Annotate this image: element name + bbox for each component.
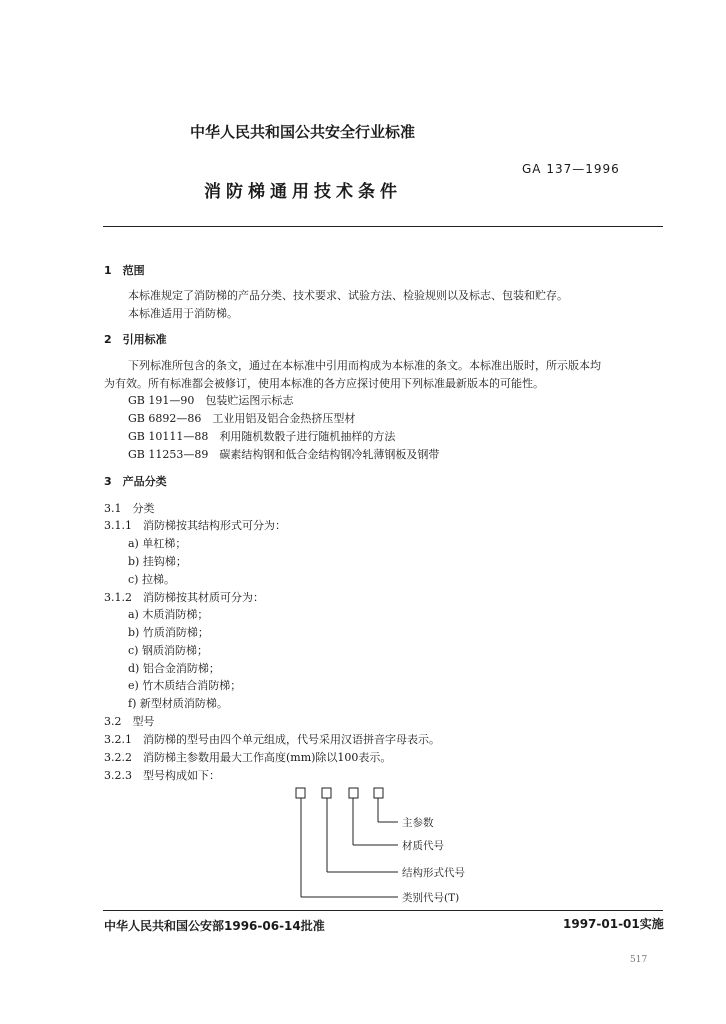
document-title: 消防梯通用技术条件 [204, 182, 402, 202]
unit-box-4 [374, 788, 383, 798]
list-item: b) 挂钩梯； [128, 555, 187, 568]
list-item: c) 拉梯。 [128, 573, 175, 586]
section-2-heading: 2 引用标准 [104, 333, 167, 346]
reference-item: GB 6892—86 工业用铝及铝合金热挤压型材 [128, 412, 356, 425]
diagram-label-material-code: 材质代号 [402, 840, 444, 852]
clause-3-1: 3.1 分类 [104, 502, 155, 515]
standard-code: GA 137—1996 [522, 162, 620, 176]
implementation-date: 1997-01-01实施 [563, 917, 664, 931]
list-item: c) 钢质消防梯； [128, 644, 208, 657]
page-number: 517 [630, 955, 648, 965]
footer-rule [103, 910, 663, 911]
unit-box-3 [349, 788, 358, 798]
diagram-label-structure-code: 结构形式代号 [402, 867, 465, 879]
clause-3-2-3: 3.2.3 型号构成如下： [104, 769, 220, 782]
reference-item: GB 191—90 包装贮运图示标志 [128, 394, 294, 407]
unit-box-2 [322, 788, 331, 798]
reference-item: GB 10111—88 利用随机数骰子进行随机抽样的方法 [128, 430, 396, 443]
clause-3-1-2: 3.1.2 消防梯按其材质可分为： [104, 591, 264, 604]
clause-3-2-1: 3.2.1 消防梯的型号由四个单元组成，代号采用汉语拼音字母表示。 [104, 733, 440, 746]
issuing-authority: 中华人民共和国公共安全行业标准 [190, 123, 416, 141]
unit-box-1 [296, 788, 305, 798]
clause-3-2-2: 3.2.2 消防梯主参数用最大工作高度(mm)除以100表示。 [104, 751, 392, 764]
section-2-paragraph-line-2: 为有效。所有标准都会被修订，使用本标准的各方应探讨使用下列标准最新版本的可能性。 [104, 377, 544, 390]
approval-statement: 中华人民共和国公安部1996-06-14批准 [104, 919, 325, 933]
list-item: e) 竹木质结合消防梯； [128, 679, 242, 692]
list-item: b) 竹质消防梯； [128, 626, 209, 639]
section-2-paragraph-line-1: 下列标准所包含的条文，通过在本标准中引用而构成为本标准的条文。本标准出版时，所示版本均 [128, 359, 601, 372]
list-item: f) 新型材质消防梯。 [128, 697, 228, 710]
section-1-heading: 1 范围 [104, 264, 145, 277]
list-item: a) 木质消防梯； [128, 608, 209, 621]
clause-3-2: 3.2 型号 [104, 715, 155, 728]
section-1-paragraph-1: 本标准规定了消防梯的产品分类、技术要求、试验方法、检验规则以及标志、包装和贮存。 [128, 289, 568, 302]
list-item: a) 单杠梯； [128, 537, 187, 550]
section-1-paragraph-2: 本标准适用于消防梯。 [128, 307, 238, 320]
clause-3-1-1: 3.1.1 消防梯按其结构形式可分为： [104, 519, 286, 532]
section-3-heading: 3 产品分类 [104, 475, 167, 488]
reference-item: GB 11253—89 碳素结构钢和低合金结构钢冷轧薄钢板及钢带 [128, 448, 440, 461]
list-item: d) 铝合金消防梯； [128, 662, 220, 675]
diagram-label-category-code: 类别代号(T) [402, 892, 460, 904]
diagram-label-main-parameter: 主参数 [402, 817, 434, 829]
